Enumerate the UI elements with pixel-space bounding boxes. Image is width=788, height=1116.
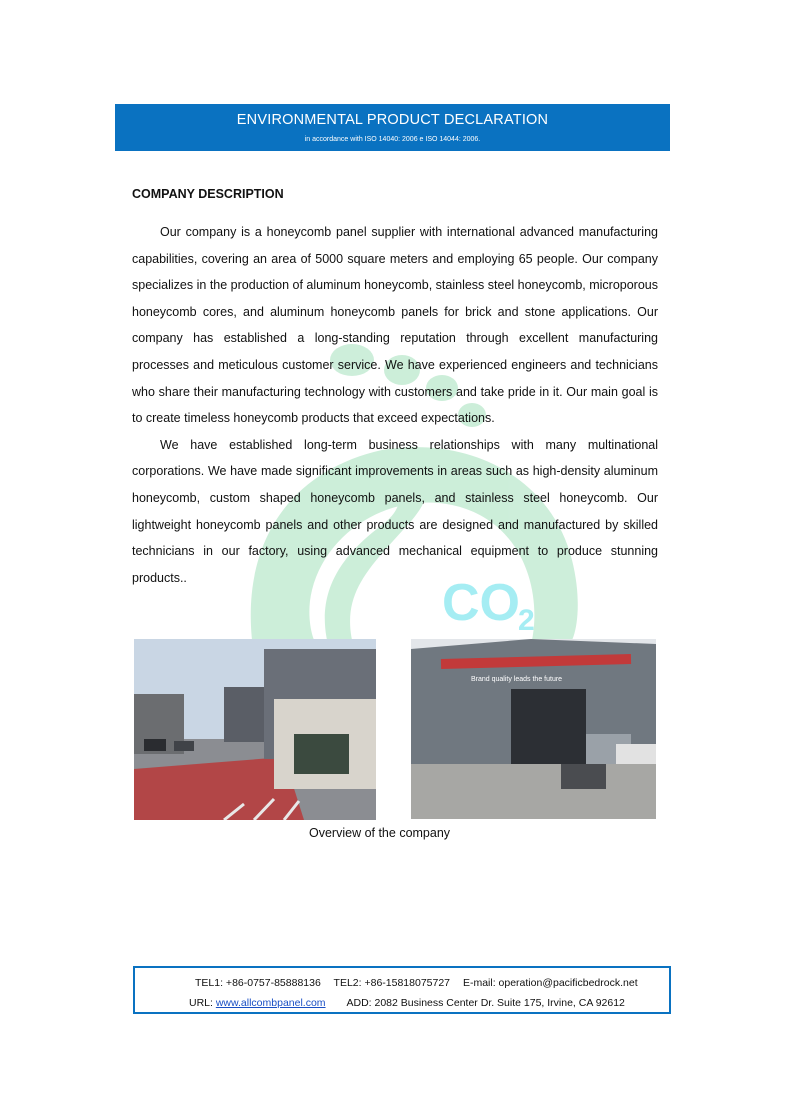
factory-entrance-photo bbox=[411, 639, 656, 819]
photo-caption: Overview of the company bbox=[309, 826, 451, 840]
paragraph: We have established long-term business relationships with many multinational corporations. We have made significant improvements in areas such as high-density aluminum honeycomb, custom shaped honeycomb panels, and stainless steel honeycomb. Our lightweight honeycomb panels and other products are designed and manufactured by skilled technicians in our factory, using advanced mechanical equipment to produce stunning products.. bbox=[132, 437, 658, 585]
header-subtitle: in accordance with ISO 14040: 2006 e ISO 14044: 2006. bbox=[304, 136, 481, 143]
footer-address: ADD: 2082 Business Center Dr. Suite 175, Irvine, CA 92612 bbox=[346, 997, 625, 1009]
footer-tel2: TEL2: +86-15818075727 bbox=[333, 977, 451, 989]
factory-sign-text: Brand quality leads the future bbox=[471, 676, 563, 683]
watermark-subscript: 2 bbox=[518, 604, 535, 637]
header-title: ENVIRONMENTAL PRODUCT DECLARATION bbox=[236, 112, 549, 128]
website-link[interactable]: www.allcombpanel.com bbox=[215, 997, 326, 1009]
footer-phone-line bbox=[195, 977, 648, 989]
declaration-header bbox=[115, 104, 670, 151]
factory-street-photo bbox=[134, 639, 376, 820]
footer-url-label: URL: bbox=[189, 997, 216, 1009]
contact-footer bbox=[133, 966, 671, 1014]
paragraph: Our company is a honeycomb panel supplier with international advanced manufacturing capabilities, covering an area of 5000 square meters and employing 65 people. Our company specializes in the production of aluminum honeycomb, stainless steel honeycomb, microporous honeycomb cores, and aluminum honeycomb panels for brick and stone applications. Our company has established a long-standing reputation through excellent manufacturing processes and meticulous customer service. We have experienced engineers and technicians who share their manufacturing technology with customers and take pride in it. Our main goal is to create timeless honeycomb products that exceed expectations. bbox=[132, 225, 658, 426]
footer-address-line bbox=[189, 997, 635, 1009]
footer-tel1: TEL1: +86-0757-85888136 bbox=[195, 977, 321, 989]
section-title: COMPANY DESCRIPTION bbox=[132, 187, 284, 201]
watermark-co2-text: CO bbox=[442, 574, 520, 632]
footer-email: E-mail: operation@pacificbedrock.net bbox=[462, 977, 638, 989]
company-description bbox=[132, 219, 658, 591]
